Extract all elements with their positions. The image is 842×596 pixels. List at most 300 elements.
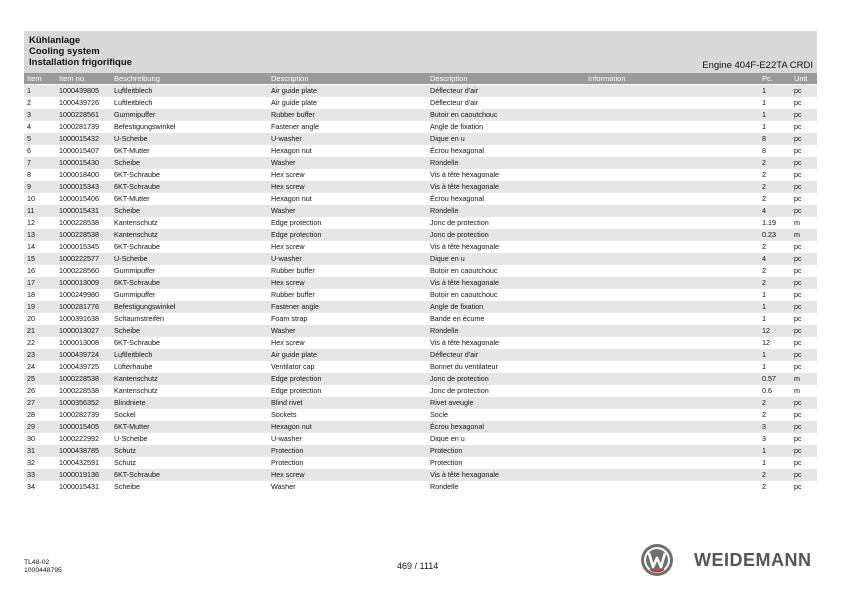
cell-unit: pc	[794, 98, 802, 107]
table-row	[24, 385, 817, 397]
cell-item-no: 1000015432	[59, 133, 114, 145]
cell-item-no: 1000222577	[59, 253, 114, 265]
cell-unit: pc	[794, 242, 802, 251]
cell-item-no: 1000013008	[59, 338, 99, 347]
cell-item-no: 1000356352	[59, 397, 114, 409]
col-unit: Unit	[794, 74, 808, 83]
cell-item: 4	[27, 122, 31, 131]
cell-unit: pc	[794, 253, 817, 265]
cell-description-fr: Jonc de protection	[430, 373, 588, 385]
cell-unit: pc	[794, 290, 802, 299]
cell-unit: pc	[794, 458, 802, 467]
cell-pc: 1	[762, 314, 766, 323]
cell-pc: 1	[762, 85, 794, 97]
cell-description-en: Edge protection	[271, 218, 322, 227]
cell-description-en: Hex screw	[271, 277, 430, 289]
cell-pc: 1	[762, 301, 794, 313]
table-row	[24, 145, 817, 157]
cell-item: 14	[27, 242, 35, 251]
col-description-fr: Description	[430, 74, 468, 83]
cell-item: 23	[24, 349, 59, 361]
cell-unit: pc	[794, 146, 802, 155]
cell-pc: 2	[762, 194, 766, 203]
cell-description-en: Edge protection	[271, 386, 322, 395]
cell-item: 5	[24, 133, 59, 145]
cell-information	[588, 457, 762, 469]
cell-information	[588, 181, 762, 193]
cell-item-no: 1000019136	[59, 469, 114, 481]
table-row	[24, 277, 817, 289]
table-row	[24, 313, 817, 325]
cell-item-no: 1000013027	[59, 325, 114, 337]
page-number: 469 / 1114	[397, 561, 439, 571]
cell-information	[588, 397, 762, 409]
col-pc: Pc.	[762, 74, 773, 83]
cell-item-no: 1000015431	[59, 482, 99, 491]
cell-description-fr: Butoir en caoutchouc	[430, 109, 588, 121]
cell-description-fr: Rondelle	[430, 325, 588, 337]
cell-pc: 8	[762, 146, 766, 155]
cell-description-en: Washer	[271, 157, 430, 169]
cell-beschreibung: U-Scheibe	[114, 253, 271, 265]
cell-item: 12	[27, 218, 35, 227]
cell-description-fr: Protection	[430, 445, 588, 457]
cell-description-en: Sockets	[271, 410, 297, 419]
cell-item: 30	[27, 434, 35, 443]
parts-table	[24, 85, 817, 493]
cell-information	[588, 193, 762, 205]
cell-pc: 1	[762, 290, 766, 299]
cell-item-no: 1000391638	[59, 314, 99, 323]
cell-description-fr: Vis à tête hexagonale	[430, 338, 500, 347]
cell-item-no: 1000228538	[59, 386, 99, 395]
cell-description-fr: Rivet aveugle	[430, 397, 588, 409]
cell-description-fr: Dique en u	[430, 253, 588, 265]
cell-description-en: Hexagon nut	[271, 194, 312, 203]
cell-pc: 4	[762, 205, 794, 217]
cell-description-fr: Rondelle	[430, 482, 459, 491]
table-row	[24, 457, 817, 469]
cell-information	[588, 289, 762, 301]
cell-beschreibung: Scheibe	[114, 205, 271, 217]
cell-pc: 3	[762, 421, 794, 433]
cell-unit: m	[794, 218, 800, 227]
table-row	[24, 217, 817, 229]
cell-item: 13	[24, 229, 59, 241]
cell-unit: m	[794, 373, 817, 385]
cell-unit: pc	[794, 85, 817, 97]
cell-item-no: 1000281739	[59, 122, 99, 131]
cell-information	[588, 445, 762, 457]
cell-description-fr: Vis à tête hexagonale	[430, 277, 588, 289]
cell-description-en: U-washer	[271, 434, 302, 443]
cell-item: 25	[24, 373, 59, 385]
table-row	[24, 97, 817, 109]
cell-beschreibung: Luftleitblech	[114, 349, 271, 361]
cell-information	[588, 169, 762, 181]
document-code	[24, 559, 62, 575]
cell-information	[588, 373, 762, 385]
cell-beschreibung: 6KT-Schraube	[114, 181, 271, 193]
cell-pc: 2	[762, 170, 766, 179]
table-row	[24, 85, 817, 97]
cell-pc: 1	[762, 445, 794, 457]
engine-label: Engine 404F-E22TA CRDI	[702, 60, 813, 71]
cell-pc: 2	[762, 181, 794, 193]
cell-information	[588, 433, 762, 445]
cell-item-no: 1000228561	[59, 109, 114, 121]
cell-pc: 1	[762, 122, 766, 131]
table-row	[24, 481, 817, 493]
cell-item: 1	[24, 85, 59, 97]
cell-item-no: 1000222992	[59, 434, 99, 443]
table-row	[24, 445, 817, 457]
cell-description-en: Fastener angle	[271, 301, 430, 313]
cell-description-fr: Rondelle	[430, 157, 588, 169]
cell-description-en: Washer	[271, 482, 296, 491]
col-beschreibung: Beschreibung	[114, 74, 160, 83]
table-row	[24, 325, 817, 337]
cell-unit: pc	[794, 170, 802, 179]
cell-description-en: U-washer	[271, 133, 430, 145]
cell-item: 29	[24, 421, 59, 433]
cell-description-en: Air guide plate	[271, 349, 430, 361]
table-row	[24, 289, 817, 301]
cell-description-en: Rubber buffer	[271, 266, 315, 275]
table-row	[24, 361, 817, 373]
cell-item-no: 1000015405	[59, 421, 114, 433]
cell-item-no: 1000432591	[59, 458, 99, 467]
cell-item: 22	[27, 338, 35, 347]
cell-description-en: Air guide plate	[271, 85, 430, 97]
cell-item: 26	[27, 386, 35, 395]
table-row	[24, 253, 817, 265]
cell-description-fr: Dique en u	[430, 434, 465, 443]
table-header	[24, 73, 817, 84]
cell-information	[588, 337, 762, 349]
cell-information	[588, 325, 762, 337]
cell-item-no: 1000015430	[59, 157, 114, 169]
cell-description-en: Hexagon nut	[271, 146, 312, 155]
cell-description-fr: Angle de fixation	[430, 301, 588, 313]
cell-pc: 0.6	[762, 386, 772, 395]
cell-unit: pc	[794, 349, 817, 361]
cell-description-fr: Déflecteur d'air	[430, 349, 588, 361]
cell-beschreibung: Gummipuffer	[114, 290, 156, 299]
cell-information	[588, 133, 762, 145]
cell-pc: 2	[762, 242, 766, 251]
cell-beschreibung: Befestigungswinkel	[114, 122, 176, 131]
cell-beschreibung: Gummipuffer	[114, 109, 271, 121]
cell-beschreibung: 6KT-Mutter	[114, 194, 150, 203]
cell-description-fr: Dique en u	[430, 133, 588, 145]
cell-description-fr: Vis à tête hexagonale	[430, 170, 500, 179]
cell-description-en: Hex screw	[271, 170, 305, 179]
table-row	[24, 181, 817, 193]
cell-description-fr: Angle de fixation	[430, 122, 484, 131]
cell-beschreibung: Scheibe	[114, 482, 140, 491]
cell-description-fr: Protection	[430, 458, 463, 467]
cell-unit: m	[794, 386, 800, 395]
title-de: Kühlanlage	[29, 35, 81, 46]
cell-beschreibung: Kantenschutz	[114, 229, 271, 241]
cell-information	[588, 265, 762, 277]
cell-item-no: 1000439726	[59, 98, 99, 107]
cell-pc: 2	[762, 410, 766, 419]
cell-item-no: 1000015407	[59, 146, 99, 155]
cell-information	[588, 313, 762, 325]
table-row	[24, 301, 817, 313]
table-row	[24, 349, 817, 361]
cell-unit: m	[794, 229, 817, 241]
cell-pc: 12	[762, 325, 794, 337]
cell-pc: 3	[762, 434, 766, 443]
cell-information	[588, 253, 762, 265]
cell-unit: pc	[794, 181, 817, 193]
table-row	[24, 169, 817, 181]
cell-item-no: 1000015431	[59, 205, 114, 217]
cell-information	[588, 277, 762, 289]
cell-unit: pc	[794, 362, 802, 371]
cell-beschreibung: Sockel	[114, 410, 136, 419]
table-row	[24, 133, 817, 145]
cell-pc: 0.57	[762, 373, 794, 385]
cell-description-fr: Bande en écume	[430, 314, 485, 323]
cell-item: 31	[24, 445, 59, 457]
cell-information	[588, 97, 762, 109]
cell-item: 18	[27, 290, 35, 299]
cell-description-en: Edge protection	[271, 373, 430, 385]
cell-information	[588, 217, 762, 229]
cell-pc: 8	[762, 133, 794, 145]
cell-item: 10	[27, 194, 35, 203]
table-row	[24, 337, 817, 349]
cell-information	[588, 421, 762, 433]
table-row	[24, 469, 817, 481]
cell-description-fr: Jonc de protection	[430, 218, 489, 227]
cell-item: 34	[27, 482, 35, 491]
cell-description-en: Blind rivet	[271, 397, 430, 409]
cell-beschreibung: Kantenschutz	[114, 218, 158, 227]
cell-item: 28	[27, 410, 35, 419]
cell-information	[588, 361, 762, 373]
cell-description-en: Washer	[271, 325, 430, 337]
cell-description-en: Hex screw	[271, 181, 430, 193]
cell-information	[588, 145, 762, 157]
cell-pc: 2	[762, 469, 794, 481]
cell-beschreibung: Blindniete	[114, 397, 271, 409]
cell-beschreibung: 6KT-Mutter	[114, 146, 150, 155]
cell-information	[588, 349, 762, 361]
cell-item: 19	[24, 301, 59, 313]
cell-beschreibung: U-Scheibe	[114, 434, 148, 443]
cell-description-fr: Vis à tête hexagonale	[430, 242, 500, 251]
brand-name: WEIDEMANN	[694, 550, 812, 570]
cell-beschreibung: Scheibe	[114, 325, 271, 337]
cell-item: 2	[27, 98, 31, 107]
cell-item-no: 1000228560	[59, 266, 99, 275]
table-row	[24, 421, 817, 433]
cell-description-fr: Butoir en caoutchouc	[430, 266, 498, 275]
cell-description-fr: Vis à tête hexagonale	[430, 469, 588, 481]
cell-item-no: 1000015343	[59, 181, 114, 193]
cell-item-no: 1000228538	[59, 218, 99, 227]
cell-item-no: 1000439805	[59, 85, 114, 97]
cell-description-en: Hexagon nut	[271, 421, 430, 433]
cell-unit: pc	[794, 301, 817, 313]
cell-beschreibung: 6KT-Schraube	[114, 170, 160, 179]
cell-beschreibung: Luftleitblech	[114, 98, 153, 107]
cell-information	[588, 409, 762, 421]
cell-item: 6	[27, 146, 31, 155]
cell-information	[588, 121, 762, 133]
table-row	[24, 241, 817, 253]
cell-item: 24	[27, 362, 35, 371]
cell-item-no: 1000015345	[59, 242, 99, 251]
cell-unit: pc	[794, 157, 817, 169]
cell-unit: pc	[794, 277, 817, 289]
cell-item-no: 1000013009	[59, 277, 114, 289]
cell-information	[588, 469, 762, 481]
cell-item: 15	[24, 253, 59, 265]
cell-item: 9	[24, 181, 59, 193]
cell-unit: pc	[794, 434, 802, 443]
cell-beschreibung: Schaumstreifen	[114, 314, 164, 323]
cell-item-no: 1000281776	[59, 301, 114, 313]
cell-pc: 2	[762, 277, 794, 289]
col-item-no: Item no.	[59, 74, 87, 83]
cell-information	[588, 157, 762, 169]
cell-unit: pc	[794, 410, 802, 419]
cell-beschreibung: Befestigungswinkel	[114, 301, 271, 313]
title-fr: Installation frigorifique	[29, 57, 132, 68]
cell-pc: 2	[762, 482, 766, 491]
cell-beschreibung: Luftleitblech	[114, 85, 271, 97]
cell-unit: pc	[794, 109, 817, 121]
cell-beschreibung: Lüfterhaube	[114, 362, 153, 371]
cell-unit: pc	[794, 205, 817, 217]
cell-description-fr: Déflecteur d'air	[430, 98, 479, 107]
cell-pc: 0.23	[762, 229, 794, 241]
cell-description-en: Ventilator cap	[271, 362, 315, 371]
cell-description-fr: Jonc de protection	[430, 386, 489, 395]
cell-item: 16	[27, 266, 35, 275]
cell-description-fr: Écrou hexagonal	[430, 146, 484, 155]
cell-beschreibung: Scheibe	[114, 157, 271, 169]
doc-code-1: TL48-02	[24, 559, 50, 566]
table-row	[24, 109, 817, 121]
cell-description-fr: Écrou hexagonal	[430, 194, 484, 203]
cell-pc: 1	[762, 362, 766, 371]
cell-information	[588, 481, 762, 493]
cell-unit: pc	[794, 482, 802, 491]
cell-pc: 4	[762, 253, 794, 265]
cell-description-en: Rubber buffer	[271, 109, 430, 121]
cell-unit: pc	[794, 266, 802, 275]
table-row	[24, 121, 817, 133]
cell-beschreibung: 6KT-Schraube	[114, 469, 271, 481]
col-description-en: Description	[271, 74, 309, 83]
cell-pc: 1	[762, 109, 794, 121]
cell-item: 11	[24, 205, 59, 217]
cell-description-en: Edge protection	[271, 229, 430, 241]
cell-item: 8	[27, 170, 31, 179]
cell-information	[588, 109, 762, 121]
cell-unit: pc	[794, 122, 802, 131]
cell-pc: 12	[762, 338, 770, 347]
cell-beschreibung: 6KT-Schraube	[114, 338, 160, 347]
cell-item-no: 1000439725	[59, 362, 99, 371]
cell-pc: 2	[762, 397, 794, 409]
cell-information	[588, 241, 762, 253]
cell-information	[588, 229, 762, 241]
cell-unit: pc	[794, 397, 817, 409]
cell-description-fr: Écrou hexagonal	[430, 421, 588, 433]
table-row	[24, 373, 817, 385]
cell-pc: 1.19	[762, 218, 776, 227]
cell-description-en: Hex screw	[271, 242, 305, 251]
cell-beschreibung: 6KT-Mutter	[114, 421, 271, 433]
cell-description-fr: Déflecteur d'air	[430, 85, 588, 97]
doc-code-2: 1000448795	[24, 567, 62, 574]
cell-description-fr: Jonc de protection	[430, 229, 588, 241]
table-row	[24, 205, 817, 217]
cell-description-en: Rubber buffer	[271, 290, 315, 299]
cell-item-no: 1000438785	[59, 445, 114, 457]
cell-pc: 1	[762, 98, 766, 107]
cell-information	[588, 205, 762, 217]
cell-unit: pc	[794, 194, 802, 203]
cell-pc: 1	[762, 349, 794, 361]
cell-unit: pc	[794, 421, 817, 433]
title-en: Cooling system	[29, 46, 100, 57]
cell-item-no: 1000282739	[59, 410, 99, 419]
table-row	[24, 229, 817, 241]
cell-item: 27	[24, 397, 59, 409]
cell-information	[588, 85, 762, 97]
cell-description-fr: Vis à tête hexagonale	[430, 181, 588, 193]
cell-description-en: Air guide plate	[271, 98, 317, 107]
table-row	[24, 409, 817, 421]
cell-item-no: 1000439724	[59, 349, 114, 361]
cell-information	[588, 301, 762, 313]
cell-unit: pc	[794, 445, 817, 457]
cell-beschreibung: 6KT-Schraube	[114, 242, 160, 251]
cell-beschreibung: 6KT-Schraube	[114, 277, 271, 289]
cell-beschreibung: Gummipuffer	[114, 266, 156, 275]
table-row	[24, 433, 817, 445]
title-header	[24, 31, 817, 73]
cell-description-en: Fastener angle	[271, 122, 319, 131]
col-information: Information	[588, 74, 626, 83]
cell-description-fr: Socle	[430, 410, 448, 419]
cell-description-en: U-washer	[271, 253, 430, 265]
cell-item-no: 1000228538	[59, 373, 114, 385]
cell-unit: pc	[794, 314, 802, 323]
cell-pc: 2	[762, 157, 794, 169]
cell-pc: 2	[762, 266, 766, 275]
weidemann-logo-icon	[640, 543, 674, 577]
cell-pc: 1	[762, 458, 766, 467]
cell-beschreibung: Kantenschutz	[114, 373, 271, 385]
cell-description-en: Hex screw	[271, 338, 305, 347]
cell-description-fr: Bonnet du ventilateur	[430, 362, 498, 371]
table-row	[24, 397, 817, 409]
cell-item: 32	[27, 458, 35, 467]
cell-item: 33	[24, 469, 59, 481]
table-row	[24, 265, 817, 277]
cell-item: 21	[24, 325, 59, 337]
